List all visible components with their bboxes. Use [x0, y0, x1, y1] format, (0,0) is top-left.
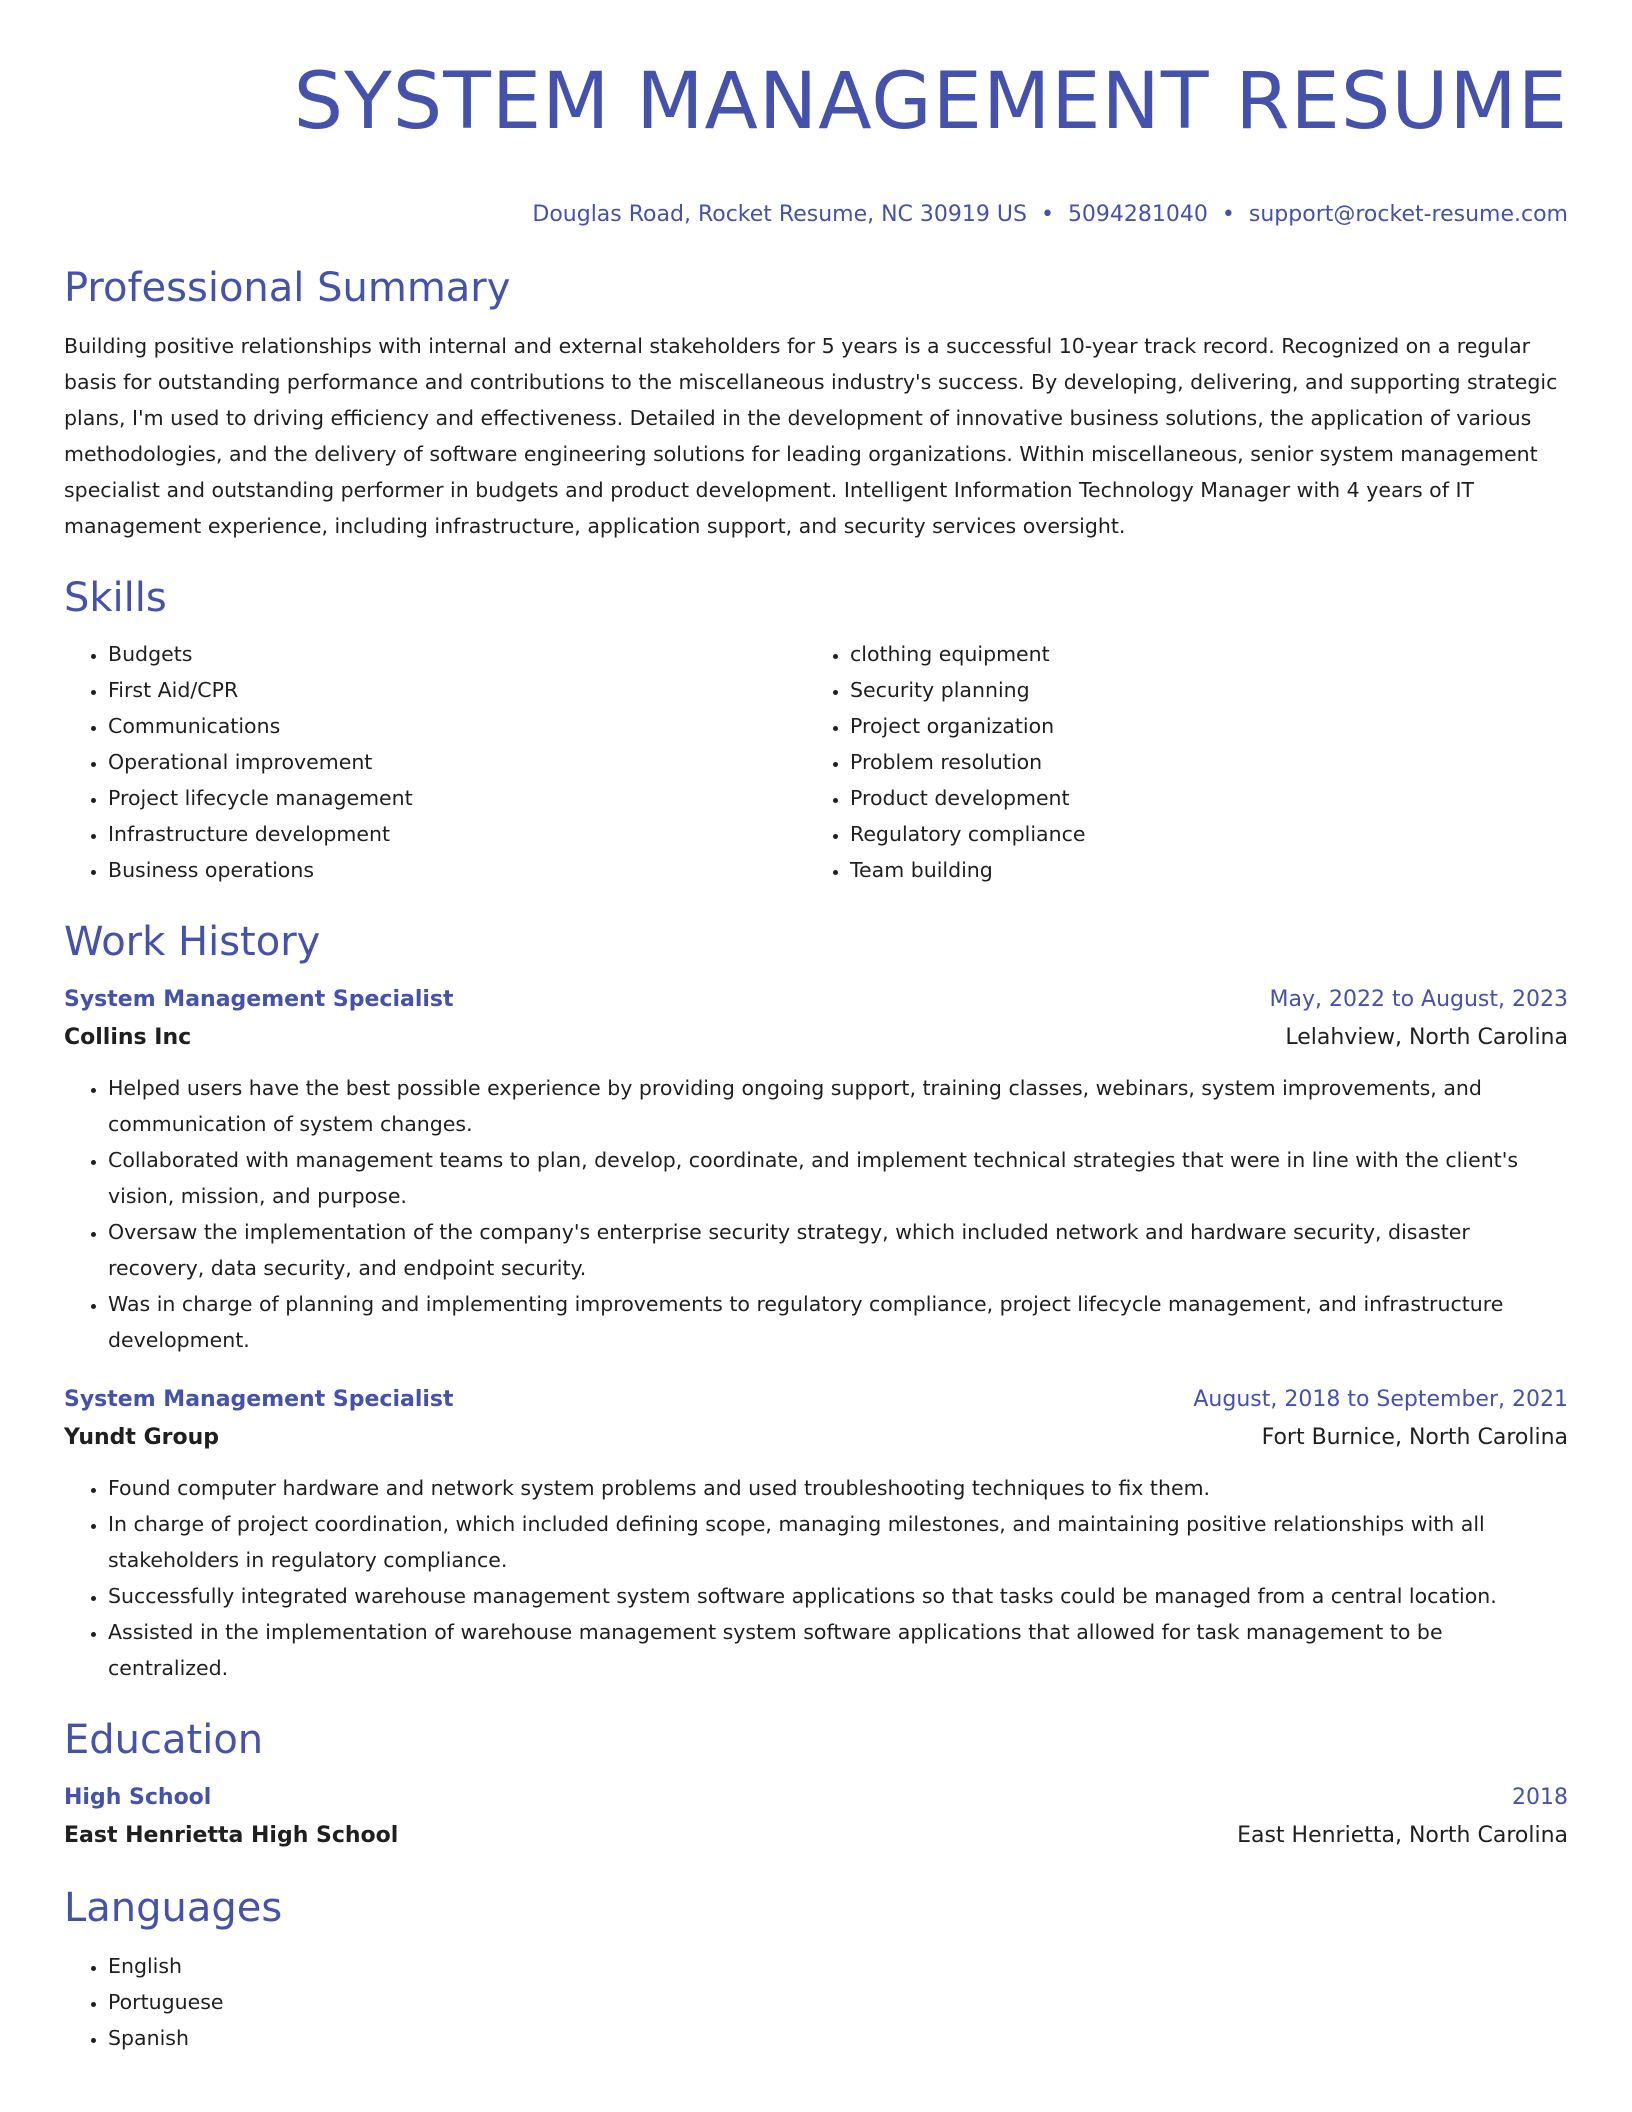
contact-email: support@rocket-resume.com: [1248, 202, 1568, 227]
skill-item: • Project organization: [850, 708, 1548, 744]
languages-heading: Languages: [64, 1885, 283, 1931]
contact-phone: 5094281040: [1067, 202, 1208, 227]
skill-item: • Business operations: [108, 852, 806, 888]
education-school: East Henrietta High School: [64, 1823, 399, 1848]
education-subheader: [64, 1818, 1568, 1854]
skill-item: • Infrastructure development: [108, 816, 806, 852]
skill-item: • First Aid/CPR: [108, 672, 806, 708]
skill-item: • clothing equipment: [850, 636, 1548, 672]
skill-item: • Project lifecycle management: [108, 780, 806, 816]
resume-title: SYSTEM MANAGEMENT RESUME: [293, 57, 1568, 147]
skill-item: • Security planning: [850, 672, 1548, 708]
job-company: Collins Inc: [64, 1025, 192, 1050]
contact-address: Douglas Road, Rocket Resume, NC 30919 US: [532, 202, 1027, 227]
languages-list: [64, 1948, 1568, 2056]
skill-item: • Problem resolution: [850, 744, 1548, 780]
job-bullet: • Oversaw the implementation of the company's enterprise security strategy, which included network and hardware security, disaster recovery, data security, and endpoint security.: [108, 1214, 1568, 1286]
job-dates: May, 2022 to August, 2023: [1269, 987, 1568, 1012]
education-location: East Henrietta, North Carolina: [1237, 1823, 1568, 1848]
job-bullet: • Helped users have the best possible experience by providing ongoing support, training classes, webinars, system improvements, and communication of system changes.: [108, 1070, 1568, 1142]
skill-item: • Budgets: [108, 636, 806, 672]
skills-heading: Skills: [64, 575, 167, 621]
job-bullet: • Collaborated with management teams to plan, develop, coordinate, and implement technical strategies that were in line with the client's vision, mission, and purpose.: [108, 1142, 1568, 1214]
job-location: Fort Burnice, North Carolina: [1261, 1425, 1568, 1450]
job-title: System Management Specialist: [64, 1387, 454, 1412]
skills-list-right: [806, 636, 1548, 888]
job-title: System Management Specialist: [64, 987, 454, 1012]
summary-heading: Professional Summary: [64, 265, 511, 311]
contact-line: [64, 200, 1568, 230]
job-subheader: [64, 1420, 1568, 1456]
job-bullets: [64, 1470, 1568, 1686]
skill-item: • Regulatory compliance: [850, 816, 1548, 852]
education-degree: High School: [64, 1785, 212, 1810]
skill-item: • Product development: [850, 780, 1548, 816]
job-bullet: • Successfully integrated warehouse management system software applications so that tasks could be managed from a central location.: [108, 1578, 1568, 1614]
job-company: Yundt Group: [64, 1425, 220, 1450]
job-bullet: • In charge of project coordination, which included defining scope, managing milestones, and maintaining positive relationships with all stakeholders in regulatory compliance.: [108, 1506, 1568, 1578]
job-bullet: • Was in charge of planning and implementing improvements to regulatory compliance, project lifecycle management, and infrastructure development.: [108, 1286, 1568, 1358]
language-item: • Portuguese: [108, 1984, 1568, 2020]
skill-item: • Operational improvement: [108, 744, 806, 780]
job-location: Lelahview, North Carolina: [1285, 1025, 1568, 1050]
job-bullets: [64, 1070, 1568, 1358]
job-dates: August, 2018 to September, 2021: [1193, 1387, 1568, 1412]
contact-separator: •: [1221, 202, 1235, 227]
skill-item: • Team building: [850, 852, 1548, 888]
job-header: [64, 1382, 1568, 1418]
education-year: 2018: [1512, 1785, 1568, 1810]
job-entry: [64, 982, 1568, 1358]
language-item: • English: [108, 1948, 1568, 1984]
job-header: [64, 982, 1568, 1018]
skill-item: • Communications: [108, 708, 806, 744]
job-subheader: [64, 1020, 1568, 1056]
skills-grid: [64, 636, 1568, 888]
job-bullet: • Assisted in the implementation of warehouse management system software applications that allowed for task management to be centralized.: [108, 1614, 1568, 1686]
work-history-heading: Work History: [64, 919, 321, 965]
language-item: • Spanish: [108, 2020, 1568, 2056]
skills-list-left: [64, 636, 806, 888]
education-header: [64, 1780, 1568, 1816]
education-heading: Education: [64, 1717, 264, 1763]
job-bullet: • Found computer hardware and network system problems and used troubleshooting techniques to fix them.: [108, 1470, 1568, 1506]
summary-text: Building positive relationships with internal and external stakeholders for 5 years is a successful 10-year track record. Recognized on a regular basis for outstanding performance and contributions to the miscellaneous industry's success. By developing, delivering, and supporting strategic plans, I'm used to driving efficiency and effectiveness. Detailed in the development of innovative business solutions, the application of various methodologies, and the delivery of software engineering solutions for leading organizations. Within miscellaneous, senior system management specialist and outstanding performer in budgets and product development. Intelligent Information Technology Manager with 4 years of IT management experience, including infrastructure, application support, and security services oversight.: [64, 334, 1558, 538]
contact-separator: •: [1040, 202, 1054, 227]
job-entry: [64, 1382, 1568, 1686]
